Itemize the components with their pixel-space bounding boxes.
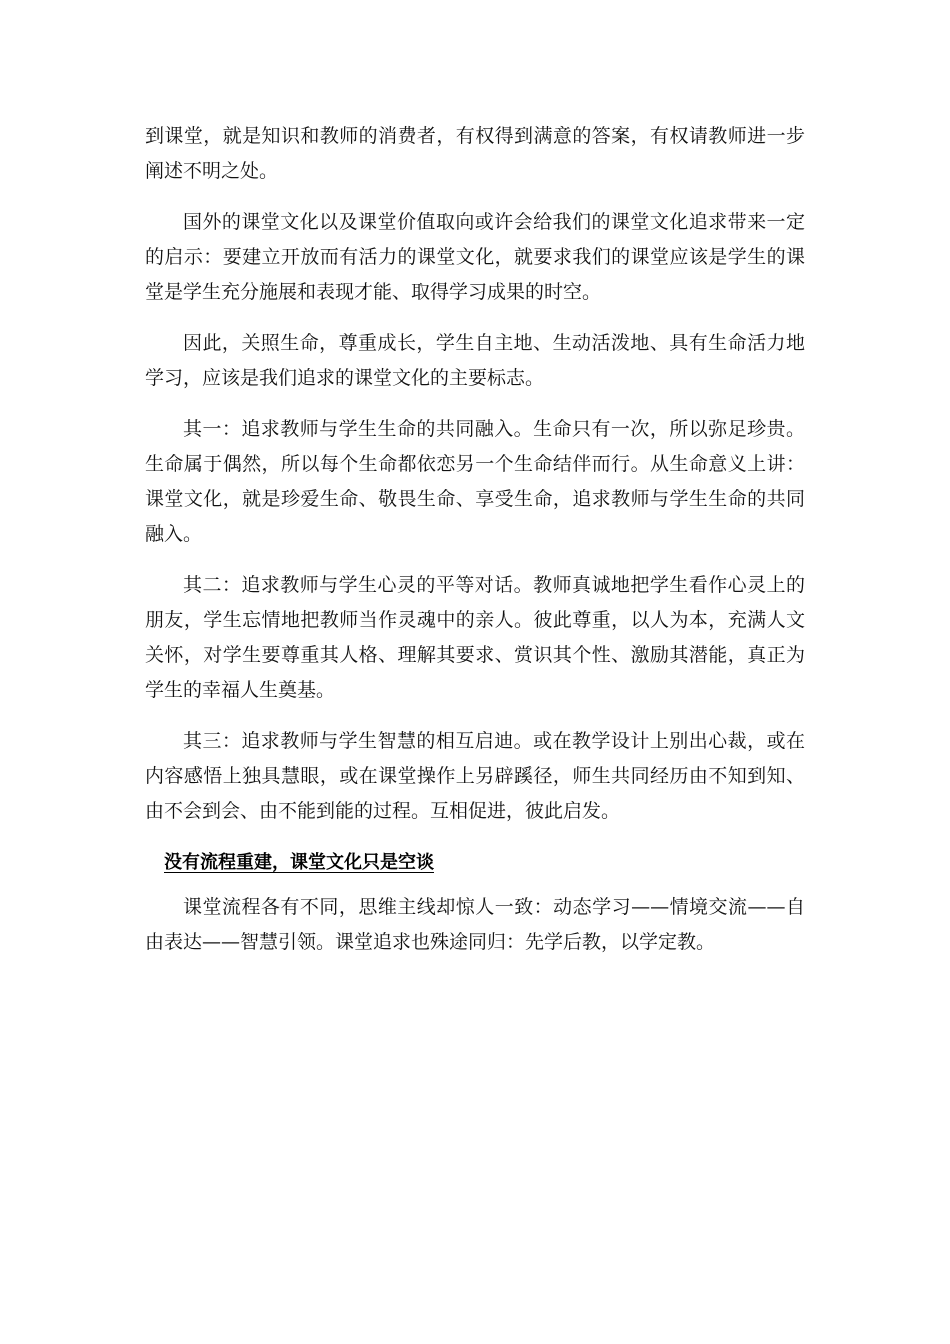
paragraph-process: 课堂流程各有不同，思维主线却惊人一致：动态学习——情境交流——自由表达——智慧引领。课堂追求也殊途同归：先学后教，以学定教。 [145, 896, 805, 953]
paragraph-therefore: 因此，关照生命，尊重成长，学生自主地、生动活泼地、具有生命活力地学习，应该是我们追求的课堂文化的主要标志。 [145, 332, 805, 389]
paragraph-continued: 到课堂，就是知识和教师的消费者，有权得到满意的答案，有权请教师进一步阐述不明之处。 [145, 125, 805, 182]
paragraph-point-one: 其一：追求教师与学生生命的共同融入。生命只有一次，所以弥足珍贵。生命属于偶然，所以每个生命都依恋另一个生命结伴而行。从生命意义上讲：课堂文化，就是珍爱生命、敬畏生命、享受生命，追求教师与学生生命的共同融入。 [145, 418, 805, 545]
paragraph-point-two: 其二：追求教师与学生心灵的平等对话。教师真诚地把学生看作心灵上的朋友，学生忘情地把教师当作灵魂中的亲人。彼此尊重，以人为本，充满人文关怀，对学生要尊重其人格、理解其要求、赏识其个性、激励其潜能，真正为学生的幸福人生奠基。 [145, 574, 805, 701]
paragraph-foreign-culture: 国外的课堂文化以及课堂价值取向或许会给我们的课堂文化追求带来一定的启示：要建立开放而有活力的课堂文化，就要求我们的课堂应该是学生的课堂是学生充分施展和表现才能、取得学习成果的时空。 [145, 211, 805, 303]
section-heading: 没有流程重建，课堂文化只是空谈 [164, 852, 434, 873]
paragraph-point-three: 其三：追求教师与学生智慧的相互启迪。或在教学设计上别出心裁，或在内容感悟上独具慧眼，或在课堂操作上另辟蹊径，师生共同经历由不知到知、由不会到会、由不能到能的过程。互相促进，彼此启发。 [145, 730, 805, 822]
document-body [145, 119, 805, 976]
